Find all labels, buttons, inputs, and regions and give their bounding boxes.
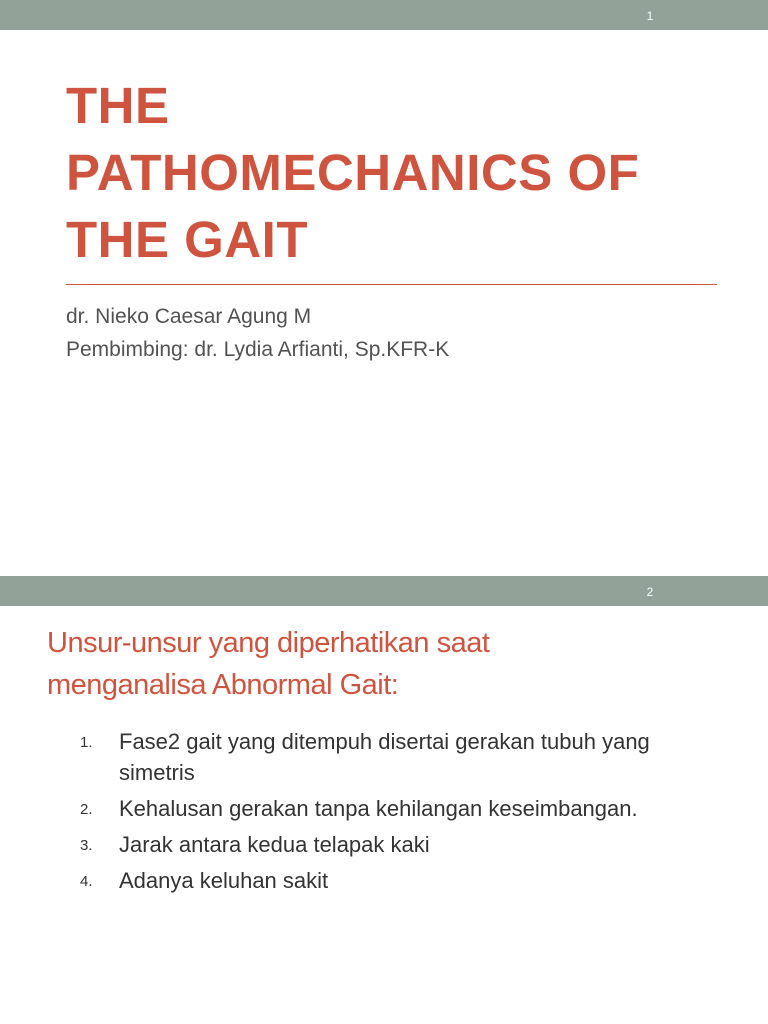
- slide-number: 2: [646, 585, 654, 599]
- list-item-text: Jarak antara kedua telapak kaki: [119, 832, 430, 857]
- supervisor-name: Pembimbing: dr. Lydia Arfianti, Sp.KFR-K: [66, 338, 450, 361]
- title-line: THE: [66, 77, 170, 134]
- list-item-number: 4.: [80, 873, 93, 890]
- list-item: [0, 726, 768, 788]
- list-item: [0, 865, 768, 896]
- heading-line: menganalisa Abnormal Gait:: [47, 669, 399, 701]
- list-item-number: 2.: [80, 801, 93, 818]
- slide-number: 1: [646, 9, 654, 23]
- list-item-number: 3.: [80, 837, 93, 854]
- list-item-text: Adanya keluhan sakit: [119, 868, 329, 893]
- list-item: [0, 793, 768, 824]
- list-item-text: Fase2 gait yang ditempuh disertai gerakan tubuh yang simetris: [119, 729, 650, 785]
- list-item: [0, 829, 768, 860]
- numbered-list: [0, 726, 768, 901]
- author-name: dr. Nieko Caesar Agung M: [66, 305, 312, 328]
- slide-heading: [47, 622, 747, 706]
- title-divider: [66, 284, 717, 285]
- slide-header-bar: [0, 576, 768, 606]
- slide-2: [0, 576, 768, 1024]
- slide-title: [66, 72, 736, 273]
- heading-line: Unsur-unsur yang diperhatikan saat: [47, 627, 490, 659]
- slide-header-bar: [0, 0, 768, 30]
- list-item-text: Kehalusan gerakan tanpa kehilangan keseimbangan.: [119, 796, 638, 821]
- list-item-number: 1.: [80, 734, 93, 751]
- title-line: THE GAIT: [66, 211, 308, 268]
- slide-subtitle: [66, 300, 726, 366]
- title-line: PATHOMECHANICS OF: [66, 144, 640, 201]
